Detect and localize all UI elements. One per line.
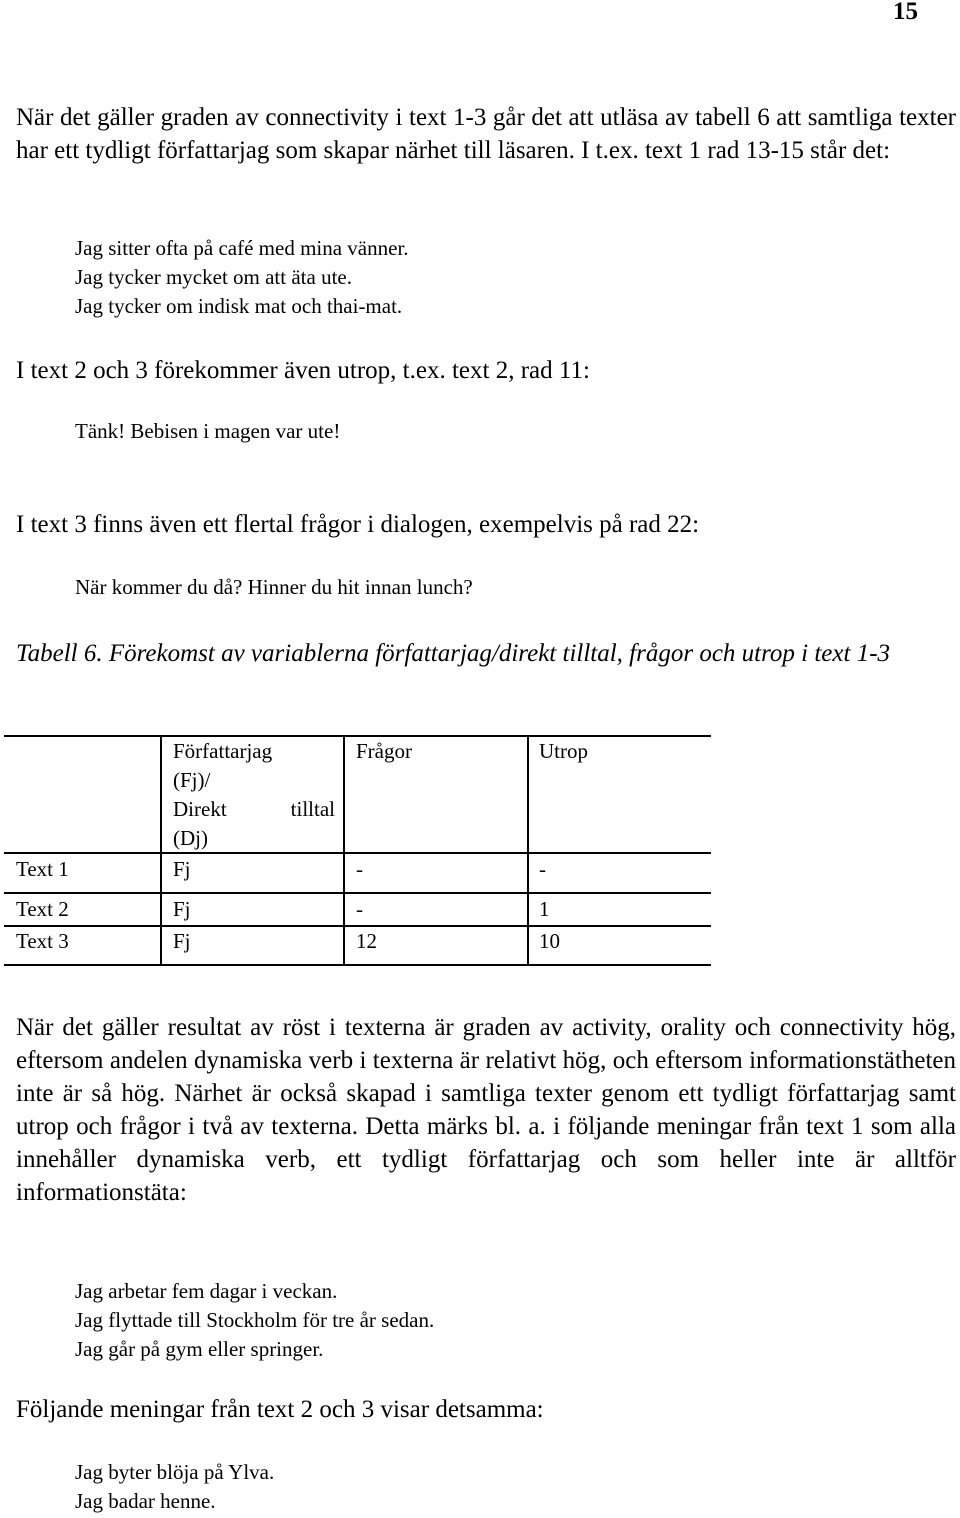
quote-text2-line: Tänk! Bebisen i magen var ute! [75, 419, 341, 443]
table-row-label: Text 1 [16, 857, 69, 881]
paragraph-fragor: I text 3 finns även ett flertal frågor i dialogen, exempelvis på rad 22: [16, 511, 700, 538]
table-col-divider [527, 735, 529, 966]
table-col-divider [343, 735, 345, 966]
quote-line: Jag tycker om indisk mat och thai-mat. [75, 294, 403, 318]
table-cell-fragor: 12 [356, 929, 377, 953]
table-cell-utrop: 10 [539, 929, 560, 953]
quote-line: Jag sitter ofta på café med mina vänner. [75, 236, 409, 260]
table-cell-fj: Fj [173, 897, 191, 921]
table-cell-fragor: - [356, 857, 363, 881]
table-cell-fragor: - [356, 897, 363, 921]
table-cell-fj: Fj [173, 929, 191, 953]
quote-line: Jag tycker mycket om att äta ute. [75, 265, 352, 289]
quote-text1-examples [75, 1277, 434, 1364]
paragraph-rost-resultat: När det gäller resultat av röst i texterna är graden av activity, orality och connectivity hög, eftersom andelen dynamiska verb i texterna är relativt hög, och eftersom informationstätheten inte är så hög. Närhet är också skapad i samtliga texter genom ett tydligt författarjag samt utrop och frågor i två av texterna. Detta märks bl. a. i följande meningar från text 1 som alla innehåller dynamiska verb, ett tydligt författarjag och som heller inte är alltför informationstäta: [16, 1014, 956, 1206]
quote-text2-3-examples [75, 1458, 274, 1516]
table-cell-fj: Fj [173, 857, 191, 881]
table-row-label: Text 3 [16, 929, 69, 953]
quote-line: Jag byter blöja på Ylva. [75, 1460, 275, 1484]
table-header-fj: Författarjag (Fj)/ Direkt tilltal (Dj) [173, 739, 335, 850]
quote-line: Jag arbetar fem dagar i veckan. [75, 1279, 338, 1303]
paragraph-connectivity-intro: När det gäller graden av connectivity i text 1-3 går det att utläsa av tabell 6 att samtliga texter har ett tydligt författarjag som skapar närhet till läsaren. I t.ex. text 1 rad 13-15 står det: [16, 104, 956, 164]
quote-line: Jag flyttade till Stockholm för tre år sedan. [75, 1308, 435, 1332]
paragraph-utrop: I text 2 och 3 förekommer även utrop, t.ex. text 2, rad 11: [16, 357, 590, 384]
table-col-divider [160, 735, 162, 966]
quote-text3-line: När kommer du då? Hinner du hit innan lunch? [75, 575, 473, 599]
quote-line: Jag går på gym eller springer. [75, 1337, 324, 1361]
table-caption: Tabell 6. Förekomst av variablerna författarjag/direkt tilltal, frågor och utrop i text 1-3 [16, 640, 891, 667]
page-number: 15 [893, 0, 918, 25]
paragraph-foljande: Följande meningar från text 2 och 3 visar detsamma: [16, 1396, 544, 1423]
table-header-utrop: Utrop [539, 739, 588, 763]
table-rule-row1 [4, 892, 711, 894]
quote-text1-lines [75, 234, 409, 321]
table-cell-utrop: 1 [539, 897, 550, 921]
table-rule-bottom [4, 964, 711, 966]
table-row-label: Text 2 [16, 897, 69, 921]
quote-line: Jag badar henne. [75, 1489, 216, 1513]
table-rule-header [4, 852, 711, 854]
table-header-fragor: Frågor [356, 739, 412, 763]
table-cell-utrop: - [539, 857, 546, 881]
